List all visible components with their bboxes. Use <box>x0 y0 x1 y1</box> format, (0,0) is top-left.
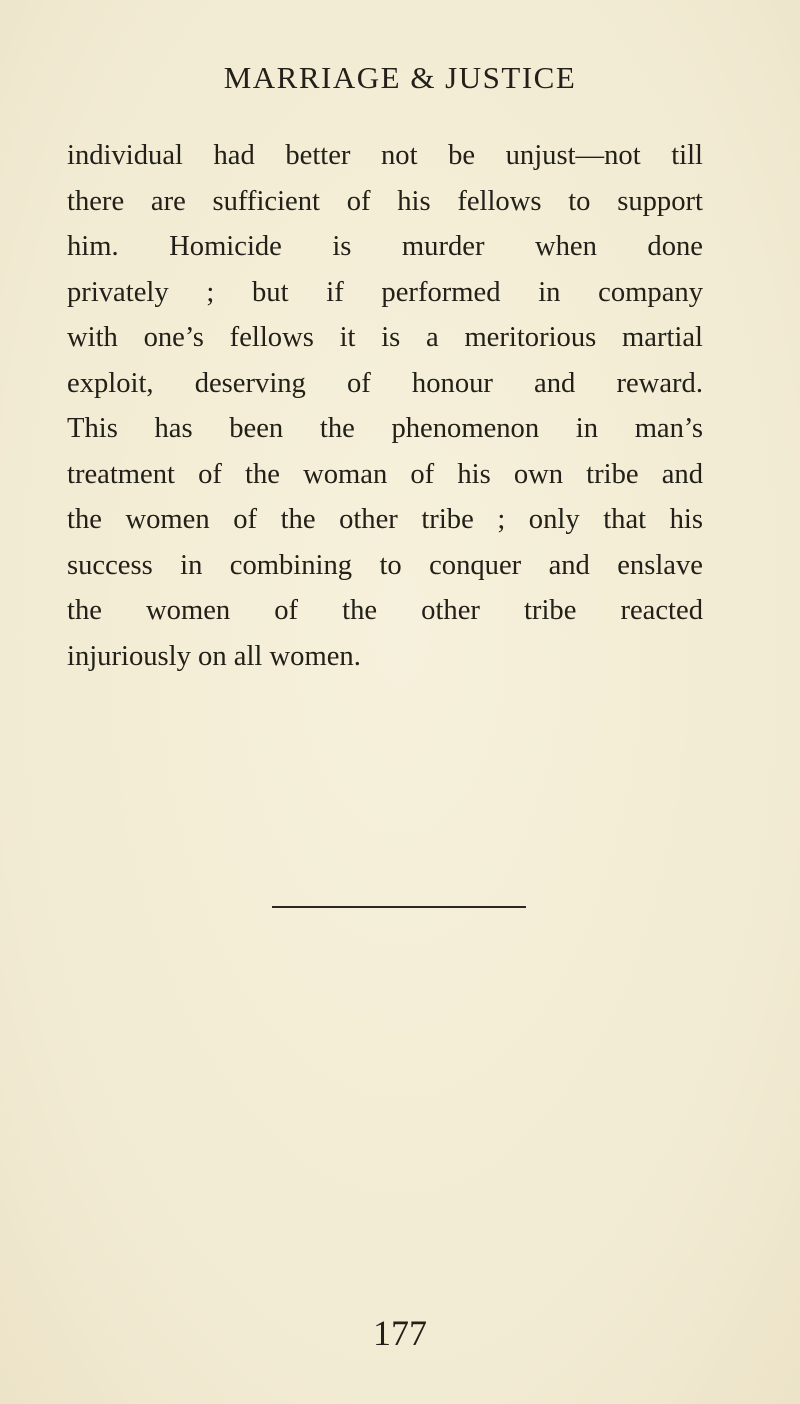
text-line: injuriously on all women. <box>67 640 361 672</box>
text-line: him. Homicide is murder when done <box>67 231 703 262</box>
text-line: exploit, deserving of honour and reward. <box>67 367 703 399</box>
running-head: MARRIAGE & JUSTICE <box>223 60 577 95</box>
text-line: treatment of the woman of his own tribe and <box>67 458 703 490</box>
text-line: privately ; but if performed in company <box>67 276 703 308</box>
page-number: 177 <box>373 1313 427 1353</box>
text-line: with one’s fellows it is a meritorious martial <box>67 322 703 353</box>
text-line: the women of the other tribe reacted <box>67 595 703 626</box>
body-paragraph <box>67 133 703 679</box>
text-line: there are sufficient of his fellows to support <box>67 185 703 217</box>
text-line: the women of the other tribe ; only that his <box>67 504 703 535</box>
text-line: This has been the phenomenon in man’s <box>67 413 703 444</box>
text-line: individual had better not be unjust—not till <box>67 140 703 171</box>
text-line: success in combining to conquer and enslave <box>67 549 703 581</box>
section-end-rule <box>272 906 526 908</box>
